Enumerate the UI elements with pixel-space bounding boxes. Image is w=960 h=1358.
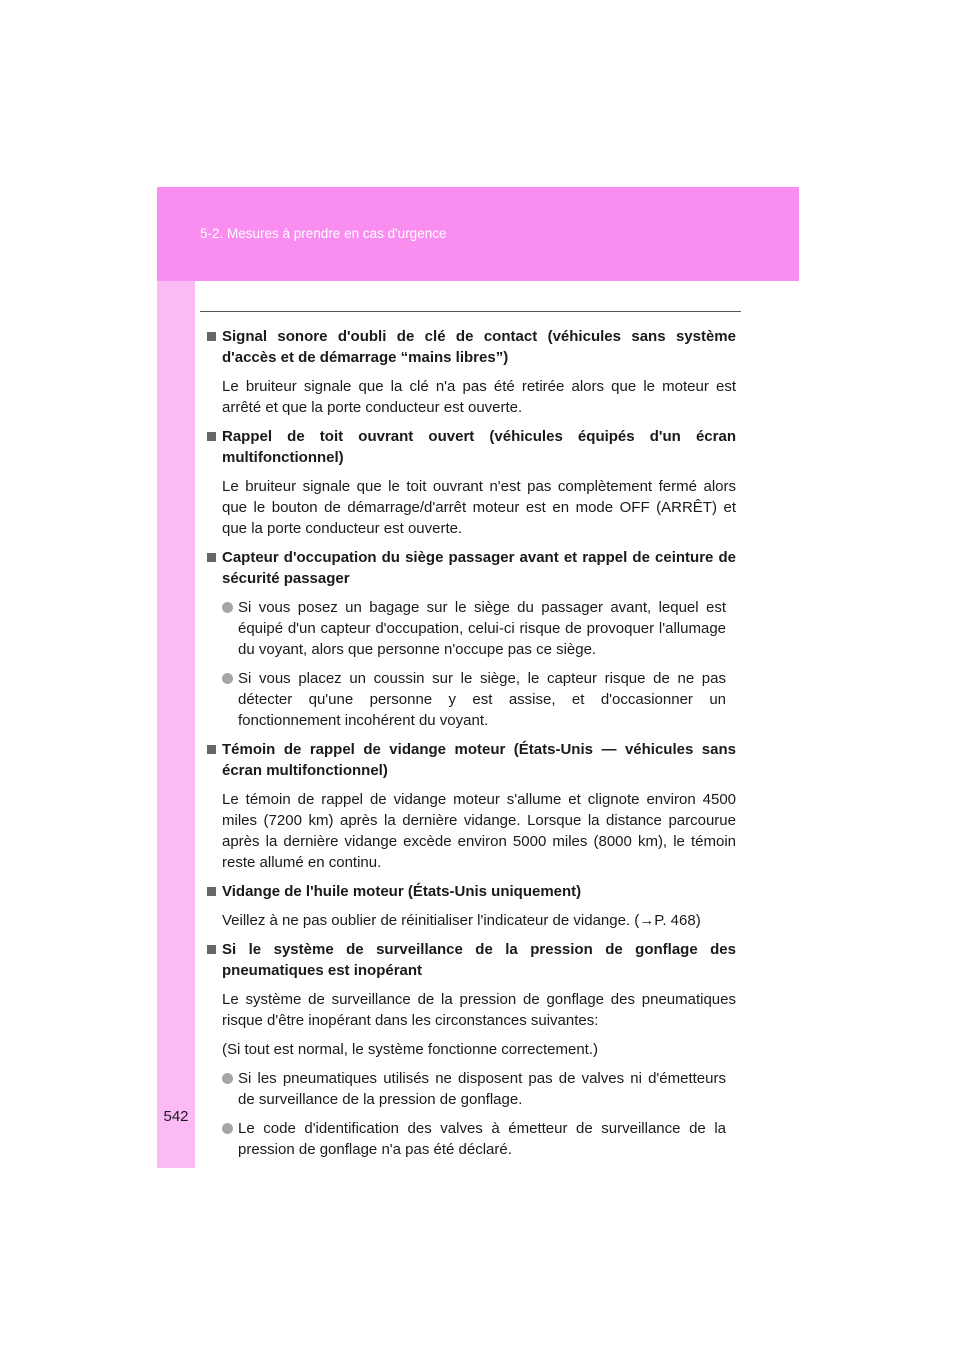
topic-heading [206,426,736,468]
square-bullet-icon [207,745,216,754]
topic-heading [206,739,736,781]
circle-bullet-icon [222,1073,233,1084]
paragraph: Le bruiteur signale que le toit ouvrant n'est pas complètement fermé alors que le bouton de démarrage/d'arrêt moteur est en mode OFF (ARRÊT) et que la porte conducteur est ouverte. [222,478,736,537]
circle-bullet-icon [222,602,233,613]
square-bullet-icon [207,945,216,954]
topic-heading [206,881,736,902]
topic-oil-change-light [206,739,736,873]
topic-title: Signal sonore d'oubli de clé de contact (véhicules sans système d'accès et de démarrage “mains libres”) [222,328,736,366]
topic-occupant-sensor [206,547,736,731]
section-title: 5-2. Mesures à prendre en cas d'urgence [200,226,447,241]
list-item [206,1118,736,1160]
topic-heading [206,326,736,368]
topic-title: Rappel de toit ouvrant ouvert (véhicules équipés d'un écran multifonctionnel) [222,428,736,466]
square-bullet-icon [207,553,216,562]
topic-heading [206,939,736,981]
topic-key-reminder [206,326,736,418]
circle-bullet-icon [222,1123,233,1134]
divider-rule [200,311,741,312]
topic-heading [206,547,736,589]
topic-moonroof-reminder [206,426,736,539]
list-item-text: Si vous placez un coussin sur le siège, le capteur risque de ne pas détecter qu'une personne y est assise, et d'occasionner un fonctionnement incohérent du voyant. [238,670,726,729]
topic-oil-change [206,881,736,931]
page-number: 542 [163,1108,189,1125]
list-item-text: Si les pneumatiques utilisés ne disposent pas de valves ni d'émetteurs de surveillance de la pression de gonflage. [238,1070,726,1108]
paragraph: (Si tout est normal, le système fonctionne correctement.) [222,1041,598,1058]
side-strip [157,281,195,1168]
list-item-text: Le code d'identification des valves à émetteur de surveillance de la pression de gonflage n'a pas été déclaré. [238,1120,726,1158]
paragraph: Le témoin de rappel de vidange moteur s'allume et clignote environ 4500 miles (7200 km) après la dernière vidange. Lorsque la distance parcourue après la dernière vidange excède environ 5000 miles (8000 km), le témoin reste allumé en continu. [222,791,736,871]
list-item [206,1068,736,1110]
topic-tpms-inoperative [206,939,736,1160]
paragraph: Le bruiteur signale que la clé n'a pas été retirée alors que le moteur est arrêté et que la porte conducteur est ouverte. [222,378,736,416]
topic-title: Vidange de l'huile moteur (États-Unis uniquement) [222,883,582,900]
paragraph: Le système de surveillance de la pression de gonflage des pneumatiques risque d'être inopérant dans les circonstances suivantes: [222,991,736,1029]
list-item [206,668,736,731]
square-bullet-icon [207,432,216,441]
square-bullet-icon [207,887,216,896]
topic-title: Capteur d'occupation du siège passager avant et rappel de ceinture de sécurité passager [222,549,736,587]
list-item-text: Si vous posez un bagage sur le siège du passager avant, lequel est équipé d'un capteur d'occupation, celui-ci risque de provoquer l'allumage du voyant, alors que personne n'occupe pas ce siège. [238,599,726,658]
paragraph: Veillez à ne pas oublier de réinitialiser l'indicateur de vidange. (→P. 468) [222,912,701,929]
circle-bullet-icon [222,673,233,684]
content-body [206,326,736,1168]
topic-title: Témoin de rappel de vidange moteur (États-Unis — véhicules sans écran multifonctionnel) [222,741,736,779]
square-bullet-icon [207,332,216,341]
list-item [206,597,736,660]
topic-title: Si le système de surveillance de la pression de gonflage des pneumatiques est inopérant [222,941,736,979]
